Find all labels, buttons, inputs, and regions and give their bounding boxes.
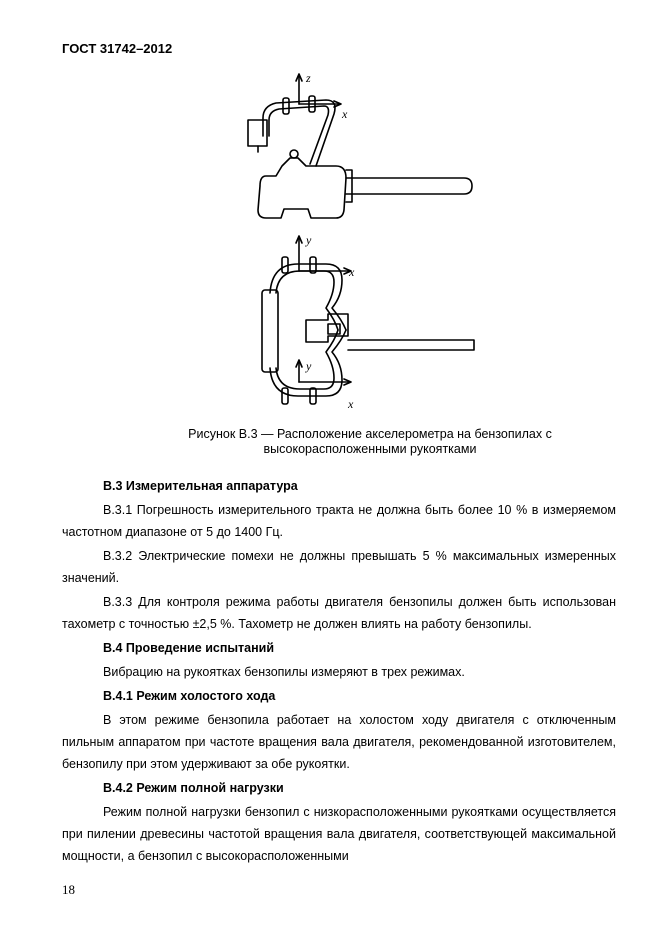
plan-handle-top-inner (276, 271, 338, 330)
axis-label-x-top: x (342, 107, 348, 121)
accelerometer-plan-3 (282, 388, 288, 404)
bar-mount-top (346, 170, 352, 202)
accelerometer-top-1 (283, 98, 289, 114)
page-number: 18 (62, 882, 75, 897)
section-heading-b4: В.4 Проведение испытаний (103, 641, 275, 655)
chainsaw-diagram (236, 68, 496, 413)
document-body (62, 475, 616, 869)
body-knob (290, 150, 298, 158)
figure-caption-line-2: высокорасположенными рукоятками (263, 442, 477, 456)
paragraph-b3-2: В.3.2 Электрические помехи не должны превышать 5 % максимальных измеренных значений. (62, 549, 616, 585)
paragraph-b4-intro: Вибрацию на рукоятках бензопилы измеряют в трех режимах. (103, 665, 465, 679)
section-heading-b4-1: В.4.1 Режим холостого хода (103, 689, 276, 703)
figure-chainsaw-accelerometer (236, 68, 496, 413)
paragraph-b3-1: В.3.1 Погрешность измерительного тракта не должна быть более 10 % в измеряемом частотном диапазоне от 5 до 1400 Гц. (62, 503, 616, 539)
section-heading-b4-2: В.4.2 Режим полной нагрузки (103, 781, 284, 795)
top-handle-outer (263, 100, 335, 166)
paragraph-b4-2: Режим полной нагрузки бензопил с низкорасположенными рукоятками осуществляется при пилении древесины частотой вращения вала двигателя, соответствующей максимальной мощности, а бензопил с высокорасположенными (62, 805, 616, 863)
axis-label-z: z (306, 71, 311, 85)
rear-mount-box (248, 120, 267, 146)
axis-label-y-mid: y (306, 233, 312, 247)
axis-label-y-low: y (306, 359, 312, 373)
guide-bar-plan (348, 340, 474, 350)
guide-bar-top (346, 178, 472, 194)
engine-body-top (258, 158, 346, 218)
section-heading-b3: В.3 Измерительная аппаратура (103, 479, 298, 493)
axis-label-x-mid: x (349, 265, 355, 279)
document-header: ГОСТ 31742–2012 (62, 41, 173, 56)
paragraph-b4-1: В этом режиме бензопила работает на холостом ходу двигателя с отключенным пильным аппаратом при частоте вращения вала двигателя, рекомендованной изготовителем, бензопилу при этом удерживают за обе рукоятки. (62, 713, 616, 771)
figure-caption (150, 427, 590, 457)
paragraph-b3-3: В.3.3 Для контроля режима работы двигателя бензопилы должен быть использован тахометр с точностью ±2,5 %. Тахометр не должен влиять на работу бензопилы. (62, 595, 616, 631)
axis-label-x-low: x (348, 397, 354, 411)
engine-body-plan (262, 290, 278, 372)
figure-caption-line-1: Рисунок В.3 — Расположение акселерометра на бензопилах с (188, 427, 552, 441)
